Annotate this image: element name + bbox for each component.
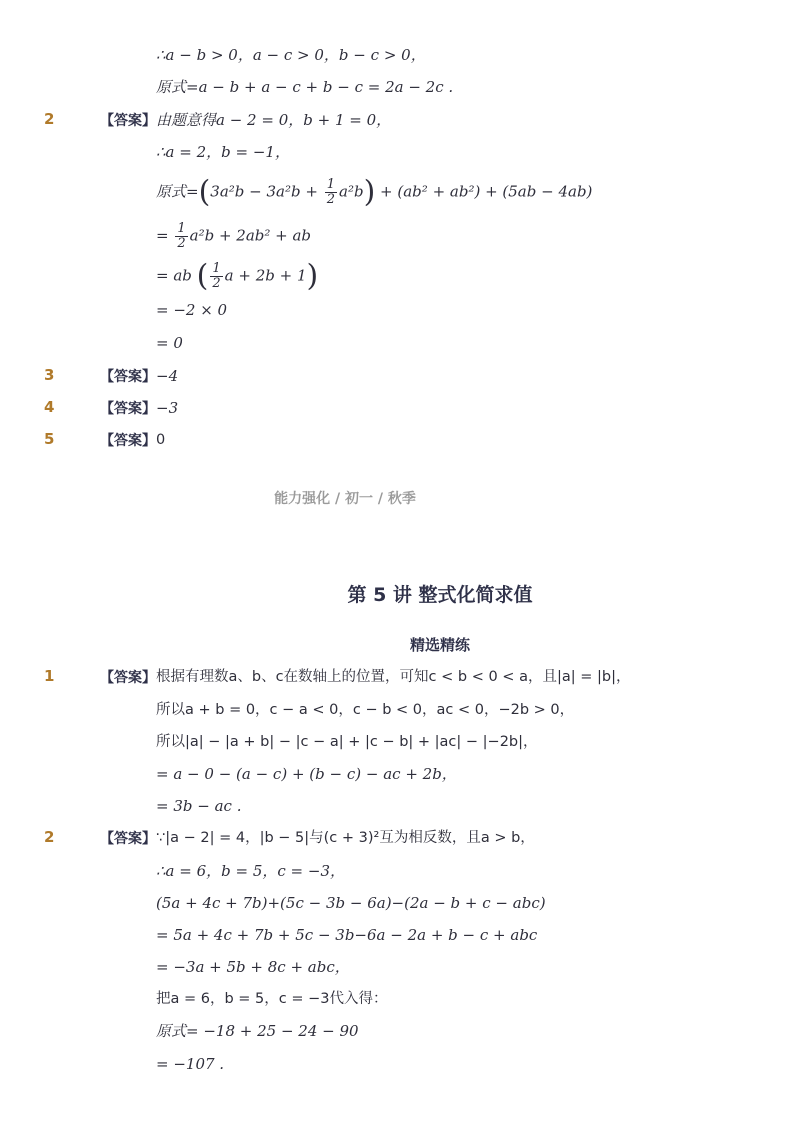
answer-value: 0 [156,432,166,448]
expression-part: 3a²b − 3a²b + [210,182,323,201]
fraction-numerator: 1 [212,261,221,276]
derivation-line: = −3a + 5b + 8c + abc， [156,958,350,976]
fraction [210,262,222,291]
expression-part: a + 2b + 1 [224,266,307,285]
answer-label: 【答案】 [100,369,156,385]
derivation-line: 原式=a − b + a − c + b − c = 2a − 2c . [156,78,454,96]
fraction [175,222,187,251]
expression-part: a²b + 2ab² + ab [189,226,312,245]
derivation-line: = 5a + 4c + 7b + 5c − 3b−6a − 2a + b − c + abc [156,926,538,944]
derivation-line: 原式= −18 + 25 − 24 − 90 [156,1022,359,1040]
left-paren: ( [196,258,209,294]
right-paren: ) [306,258,319,294]
derivation-line: ∴a = 2，b = −1， [156,143,290,161]
lecture-title: 第 5 讲 整式化简求值 [347,584,533,606]
derivation-line: = a − 0 − (a − c) + (b − c) − ac + 2b， [156,765,457,783]
derivation-line: 所以|a| − |a + b| − |c − a| + |c − b| + |ac| − |−2b|， [156,734,538,750]
fraction-numerator: 1 [177,221,186,236]
derivation-line: = 0 [156,334,183,352]
expression-prefix: = [156,226,174,245]
right-paren: ) [363,174,376,210]
question-number: 3 [44,366,55,384]
expression-part: a²b [339,182,364,201]
answer-label: 【答案】 [100,670,156,686]
page-footer: 能力强化 / 初一 / 秋季 [274,491,416,507]
left-paren: ( [198,174,211,210]
derivation-line: 由题意得a − 2 = 0，b + 1 = 0， [156,111,392,129]
answer-label: 【答案】 [100,113,156,129]
section-title: 精选精练 [409,636,470,654]
fraction-denominator: 2 [212,276,221,291]
derivation-line: 根据有理数a、b、c在数轴上的位置，可知c < b < 0 < a，且|a| = |b|， [156,669,631,685]
expression-part: + (ab² + ab²) + (5ab − 4ab) [375,182,593,201]
derivation-line: ∴a − b > 0，a − c > 0，b − c > 0， [156,46,426,64]
derivation-line [156,222,311,251]
fraction-denominator: 2 [177,236,186,251]
answer-value: −3 [156,399,179,417]
fraction [325,178,337,207]
derivation-line: (5a + 4c + 7b)+(5c − 3b − 6a)−(2a − b + c − abc) [156,894,546,912]
question-number: 2 [44,110,55,128]
expression-prefix: = ab [156,266,192,285]
derivation-line [156,258,319,294]
question-number: 4 [44,398,55,416]
derivation-line: 所以a + b = 0，c − a < 0，c − b < 0，ac < 0，−2b > 0， [156,702,575,718]
question-number: 5 [44,430,55,448]
fraction-denominator: 2 [326,192,335,207]
fraction-numerator: 1 [326,177,335,192]
derivation-line: ∴a = 6，b = 5，c = −3， [156,862,346,880]
derivation-line: = −2 × 0 [156,301,228,319]
answer-label: 【答案】 [100,831,156,847]
answer-label: 【答案】 [100,401,156,417]
question-number: 2 [44,828,55,846]
expression-prefix: 原式= [156,182,199,201]
question-number: 1 [44,667,55,685]
derivation-line: = −107 . [156,1055,225,1073]
derivation-line: ∵|a − 2| = 4，|b − 5|与(c + 3)²互为相反数，且a > b， [156,830,535,846]
derivation-line: 把a = 6，b = 5，c = −3代入得： [156,991,388,1007]
answer-value: −4 [156,367,179,385]
answer-label: 【答案】 [100,433,156,449]
derivation-line: = 3b − ac . [156,797,242,815]
derivation-line [156,174,593,210]
